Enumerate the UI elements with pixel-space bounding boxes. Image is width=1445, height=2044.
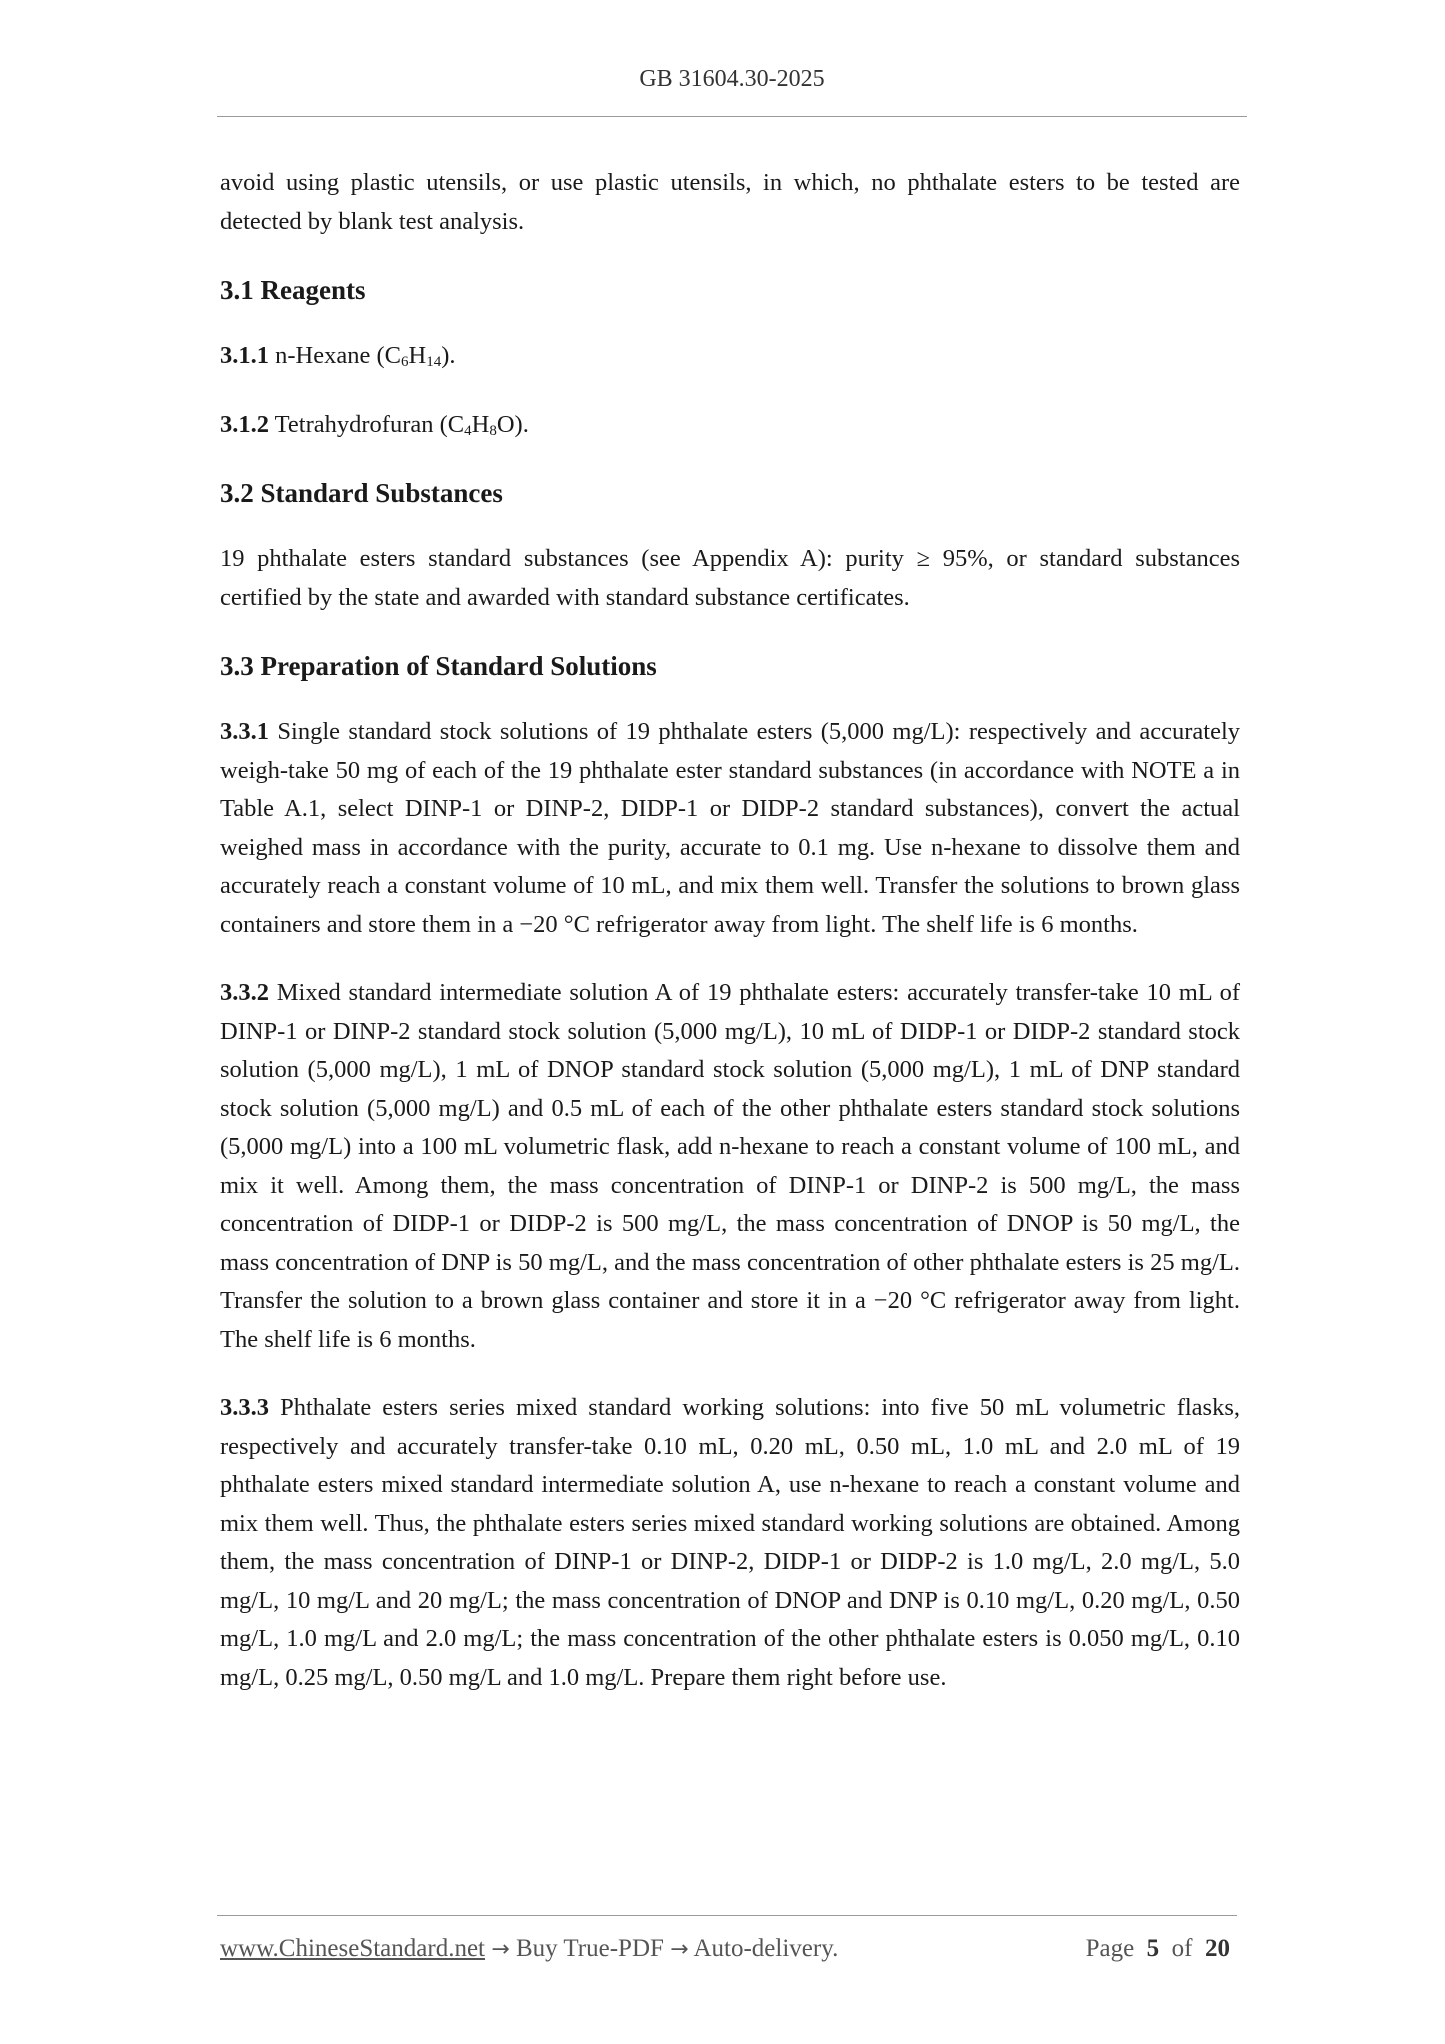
- header-divider: [217, 116, 1247, 117]
- subscript: 8: [489, 422, 497, 439]
- clause-text: Phthalate esters series mixed standard working solutions: into five 50 mL volumetric flasks, respectively and accurately transfer-take 0.10 mL, 0.20 mL, 0.50 mL, 1.0 mL and 2.0 mL of 19 phthalate esters mixed standard intermediate solution A, use n-hexane to reach a constant volume and mix them well. Thus, the phthalate esters series mixed standard working solutions are obtained. Among them, the mass concentration of DINP-1 or DINP-2, DIDP-1 or DIDP-2 is 1.0 mg/L, 2.0 mg/L, 5.0 mg/L, 10 mg/L and 20 mg/L; the mass concentration of DNOP and DNP is 0.10 mg/L, 0.20 mg/L, 0.50 mg/L, 1.0 mg/L and 2.0 mg/L; the mass concentration of the other phthalate esters is 0.050 mg/L, 0.10 mg/L, 0.25 mg/L, 0.50 mg/L and 1.0 mg/L. Prepare them right before use.: [220, 1394, 1240, 1691]
- reagent-name: Tetrahydrofuran (C: [269, 410, 465, 438]
- subscript: 14: [426, 354, 442, 370]
- page-body: [220, 164, 1240, 1727]
- total-pages-number: 20: [1205, 1935, 1230, 1962]
- document-id-header: GB 31604.30-2025: [639, 66, 825, 92]
- section-3-3-heading: 3.3 Preparation of Standard Solutions: [220, 651, 657, 681]
- formula-part: O).: [496, 410, 529, 438]
- reagent-name: n-Hexane (C: [269, 342, 401, 369]
- footer-divider: [217, 1915, 1237, 1916]
- section-3-1-heading: 3.1 Reagents: [220, 275, 366, 305]
- reagent-3-1-2: [220, 406, 1240, 445]
- clause-3-3-2: [220, 974, 1240, 1359]
- formula-part: H: [471, 410, 490, 438]
- clause-number: 3.3.2: [220, 979, 269, 1006]
- formula-part: H: [408, 342, 427, 369]
- arrow-right-icon: →: [491, 1937, 510, 1962]
- section-3-2-heading: 3.2 Standard Substances: [220, 478, 503, 508]
- page-indicator: [1086, 1935, 1230, 1963]
- reagent-3-1-1: [220, 337, 1240, 376]
- standard-substances-paragraph: 19 phthalate esters standard substances (see Appendix A): purity ≥ 95%, or standard substances certified by the state and awarded with standard substance certificates.: [220, 545, 1240, 611]
- arrow-right-icon: →: [670, 1937, 689, 1962]
- clause-text: Single standard stock solutions of 19 phthalate esters (5,000 mg/L): respectively and accurately weigh-take 50 mg of each of the 19 phthalate ester standard substances (in accordance with NOTE a in Table A.1, select DINP-1 or DINP-2, DIDP-1 or DIDP-2 standard substances), convert the actual weighed mass in accordance with the purity, accurate to 0.1 mg. Use n-hexane to dissolve them and accurately reach a constant volume of 10 mL, and mix them well. Transfer the solutions to brown glass containers and store them in a −20 °C refrigerator away from light. The shelf life is 6 months.: [220, 718, 1240, 938]
- website-link[interactable]: www.ChineseStandard.net: [220, 1935, 485, 1962]
- intro-paragraph: avoid using plastic utensils, or use plastic utensils, in which, no phthalate esters to be tested are detected by blank test analysis.: [220, 169, 1240, 235]
- clause-number: 3.1.2: [220, 410, 269, 438]
- buy-pdf-text: Buy True-PDF: [509, 1935, 671, 1962]
- page-label: Page: [1085, 1935, 1135, 1962]
- current-page-number: 5: [1146, 1935, 1160, 1962]
- auto-delivery-text: Auto-delivery.: [688, 1935, 839, 1962]
- clause-3-3-1: [220, 713, 1240, 944]
- subscript: 6: [400, 354, 409, 370]
- subscript: 4: [464, 422, 472, 439]
- clause-number: 3.1.1: [220, 342, 269, 369]
- clause-number: 3.3.3: [220, 1394, 269, 1421]
- footer-promo: [220, 1935, 838, 1963]
- of-label: of: [1171, 1935, 1193, 1962]
- clause-number: 3.3.1: [220, 718, 269, 745]
- clause-3-3-3: [220, 1389, 1240, 1697]
- clause-text: Mixed standard intermediate solution A of 19 phthalate esters: accurately transfer-take 10 mL of DINP-1 or DINP-2 standard stock solution (5,000 mg/L), 10 mL of DIDP-1 or DIDP-2 standard stock solution (5,000 mg/L), 1 mL of DNOP standard stock solution (5,000 mg/L), 1 mL of DNP standard stock solution (5,000 mg/L) and 0.5 mL of each of the other phthalate esters standard stock solutions (5,000 mg/L) into a 100 mL volumetric flask, add n-hexane to reach a constant volume of 100 mL, and mix it well. Among them, the mass concentration of DINP-1 or DINP-2 is 500 mg/L, the mass concentration of DIDP-1 or DIDP-2 is 500 mg/L, the mass concentration of DNOP is 50 mg/L, the mass concentration of DNP is 50 mg/L, and the mass concentration of other phthalate esters is 25 mg/L. Transfer the solution to a brown glass container and store it in a −20 °C refrigerator away from light. The shelf life is 6 months.: [220, 979, 1240, 1353]
- formula-part: ).: [441, 342, 456, 369]
